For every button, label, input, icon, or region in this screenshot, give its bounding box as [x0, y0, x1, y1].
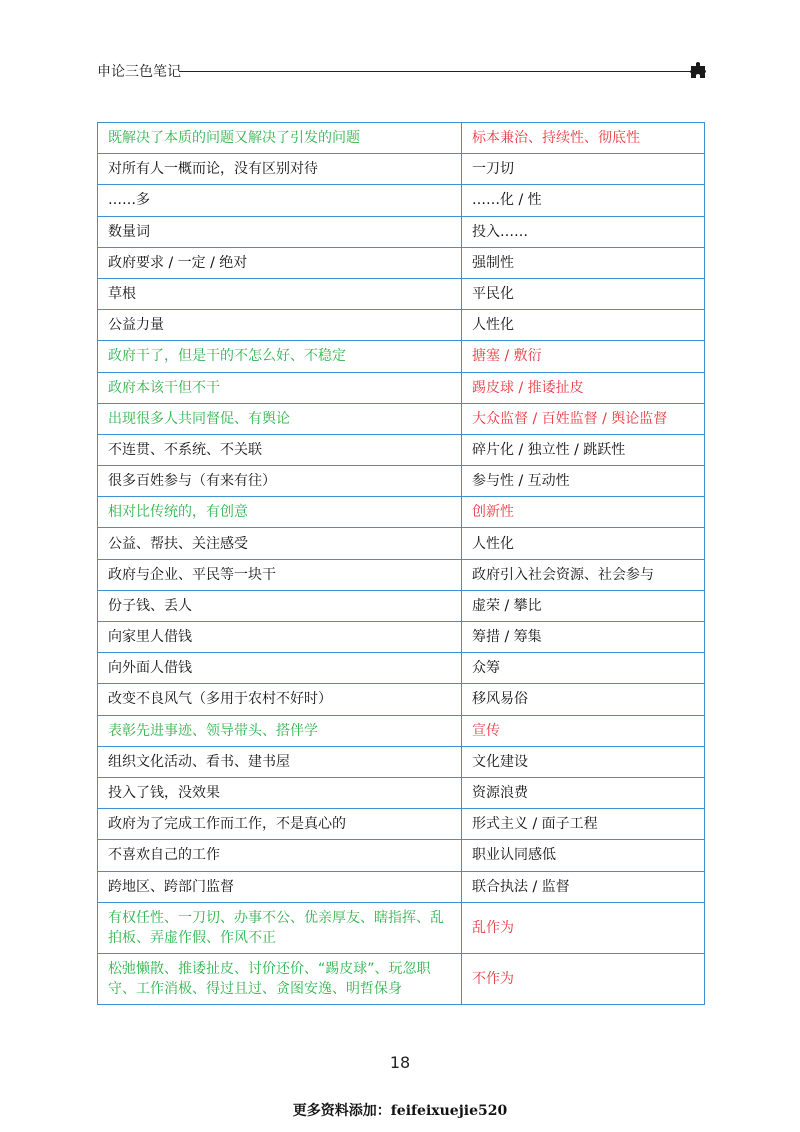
gear-puzzle-icon — [689, 61, 707, 81]
row-phrase: 出现很多人共同督促、有舆论 — [98, 403, 462, 434]
row-phrase: 份子钱、丢人 — [98, 590, 462, 621]
table-row — [98, 341, 705, 372]
table-row — [98, 684, 705, 715]
row-term: 平民化 — [462, 278, 705, 309]
row-phrase: 向家里人借钱 — [98, 622, 462, 653]
row-term: 形式主义 / 面子工程 — [462, 809, 705, 840]
row-phrase: 对所有人一概而论，没有区别对待 — [98, 154, 462, 185]
header-title: 申论三色笔记 — [97, 64, 181, 80]
table-row — [98, 185, 705, 216]
header-divider — [179, 71, 691, 72]
row-term: 职业认同感低 — [462, 840, 705, 871]
row-phrase: 数量词 — [98, 216, 462, 247]
row-phrase: 松弛懒散、推诿扯皮、讨价还价、“踢皮球”、玩忽职守、工作消极、得过且过、贪图安逸、明哲保身 — [98, 953, 462, 1004]
row-term: 创新性 — [462, 497, 705, 528]
table-row — [98, 310, 705, 341]
row-term: 宣传 — [462, 715, 705, 746]
table-row — [98, 715, 705, 746]
table-row — [98, 840, 705, 871]
table-row — [98, 559, 705, 590]
row-term: 搪塞 / 敷衍 — [462, 341, 705, 372]
row-term: 不作为 — [462, 953, 705, 1004]
footer-note: 更多资料添加：feifeixuejie520 — [292, 1103, 508, 1119]
row-term: 人性化 — [462, 310, 705, 341]
table-row — [98, 247, 705, 278]
row-term: ……化 / 性 — [462, 185, 705, 216]
row-phrase: 改变不良风气（多用于农村不好时） — [98, 684, 462, 715]
row-term: 众筹 — [462, 653, 705, 684]
table-row — [98, 528, 705, 559]
table-row — [98, 278, 705, 309]
row-phrase: 政府干了，但是干的不怎么好、不稳定 — [98, 341, 462, 372]
row-phrase: 公益、帮扶、关注感受 — [98, 528, 462, 559]
row-term: 投入…… — [462, 216, 705, 247]
notes-table-body — [98, 123, 705, 1005]
table-row — [98, 154, 705, 185]
table-row — [98, 902, 705, 953]
row-phrase: 很多百姓参与（有来有往） — [98, 466, 462, 497]
row-phrase: 政府与企业、平民等一块干 — [98, 559, 462, 590]
row-phrase: 政府要求 / 一定 / 绝对 — [98, 247, 462, 278]
table-row — [98, 466, 705, 497]
table-row — [98, 434, 705, 465]
table-row — [98, 123, 705, 154]
table-row — [98, 590, 705, 621]
row-term: 强制性 — [462, 247, 705, 278]
row-term: 筹措 / 筹集 — [462, 622, 705, 653]
page-number: 18 — [389, 1053, 411, 1072]
table-row — [98, 777, 705, 808]
table-row — [98, 216, 705, 247]
table-row — [98, 403, 705, 434]
row-term: 联合执法 / 监督 — [462, 871, 705, 902]
row-term: 乱作为 — [462, 902, 705, 953]
row-phrase: 投入了钱，没效果 — [98, 777, 462, 808]
table-row — [98, 372, 705, 403]
notes-table — [97, 122, 705, 1005]
row-term: 移风易俗 — [462, 684, 705, 715]
row-phrase: 政府为了完成工作而工作，不是真心的 — [98, 809, 462, 840]
row-term: 大众监督 / 百姓监督 / 舆论监督 — [462, 403, 705, 434]
row-phrase: 不连贯、不系统、不关联 — [98, 434, 462, 465]
row-phrase: 跨地区、跨部门监督 — [98, 871, 462, 902]
row-phrase: 相对比传统的，有创意 — [98, 497, 462, 528]
row-phrase: 草根 — [98, 278, 462, 309]
row-term: 人性化 — [462, 528, 705, 559]
row-phrase: ……多 — [98, 185, 462, 216]
row-term: 踢皮球 / 推诿扯皮 — [462, 372, 705, 403]
row-term: 资源浪费 — [462, 777, 705, 808]
table-row — [98, 622, 705, 653]
row-term: 文化建设 — [462, 746, 705, 777]
table-row — [98, 953, 705, 1004]
table-row — [98, 746, 705, 777]
row-term: 参与性 / 互动性 — [462, 466, 705, 497]
row-phrase: 不喜欢自己的工作 — [98, 840, 462, 871]
table-row — [98, 653, 705, 684]
row-term: 碎片化 / 独立性 / 跳跃性 — [462, 434, 705, 465]
table-row — [98, 871, 705, 902]
row-phrase: 组织文化活动、看书、建书屋 — [98, 746, 462, 777]
row-phrase: 向外面人借钱 — [98, 653, 462, 684]
row-term: 一刀切 — [462, 154, 705, 185]
row-phrase: 表彰先进事迹、领导带头、搭伴学 — [98, 715, 462, 746]
table-row — [98, 809, 705, 840]
row-term: 标本兼治、持续性、彻底性 — [462, 123, 705, 154]
row-term: 虚荣 / 攀比 — [462, 590, 705, 621]
row-phrase: 公益力量 — [98, 310, 462, 341]
table-row — [98, 497, 705, 528]
row-phrase: 有权任性、一刀切、办事不公、优亲厚友、瞎指挥、乱拍板、弄虚作假、作风不正 — [98, 902, 462, 953]
row-phrase: 既解决了本质的问题又解决了引发的问题 — [98, 123, 462, 154]
row-phrase: 政府本该干但不干 — [98, 372, 462, 403]
row-term: 政府引入社会资源、社会参与 — [462, 559, 705, 590]
page-header — [97, 60, 707, 84]
